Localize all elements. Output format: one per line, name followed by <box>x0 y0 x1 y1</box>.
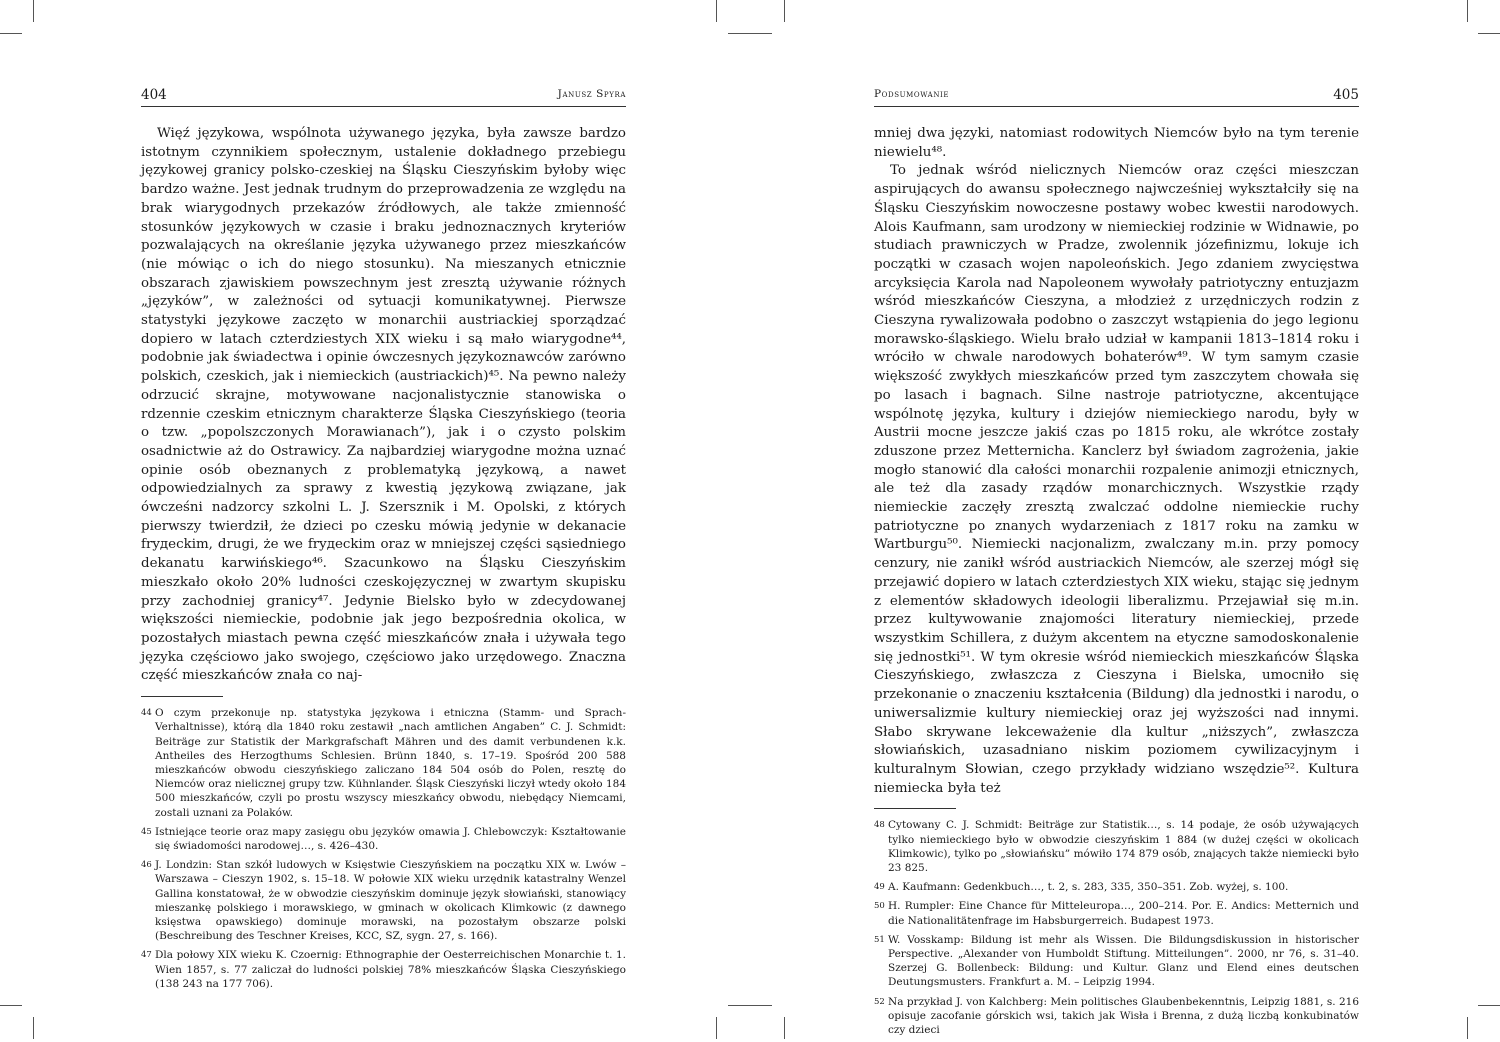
footnote <box>141 706 626 820</box>
footnote-number: 45 <box>141 826 152 837</box>
footnote <box>141 858 626 943</box>
footnote <box>874 818 1359 875</box>
footnote <box>874 995 1359 1038</box>
crop-mark <box>728 33 750 34</box>
running-header <box>141 86 626 107</box>
crop-mark <box>750 1005 772 1006</box>
footnote <box>874 899 1359 927</box>
crop-mark <box>33 0 34 22</box>
footnote <box>141 948 626 991</box>
footnote-text: Dla połowy XIX wieku K. Czoernig: Ethnographie der Oesterreichischen Monarchie t. 1. Wien 1857, s. 77 zaliczał do ludności polskiej 78% mieszkańców Śląska Cieszyńskiego (138 243 na 177 706). <box>155 949 626 990</box>
footnote-number: 50 <box>874 901 885 912</box>
paragraph-continuation: mniej dwa języki, natomiast rodowitych Niemców było na tym terenie niewielu⁴⁸. <box>874 126 1359 160</box>
crop-mark <box>1478 1005 1500 1006</box>
footnote <box>141 825 626 853</box>
footnote <box>874 933 1359 990</box>
footnote-number: 47 <box>141 950 152 961</box>
crop-mark <box>784 0 785 22</box>
footnote-number: 51 <box>874 934 885 945</box>
footnote-number: 46 <box>141 860 152 871</box>
crop-mark <box>1478 33 1500 34</box>
crop-mark <box>716 0 717 22</box>
footnote-text: H. Rumpler: Eine Chance für Mitteleuropa…, 200–214. Por. E. Andics: Metternich und die Nationalitätenfrage im Habsburgerreich. Budapest 1973. <box>888 900 1359 927</box>
footnote-number: 49 <box>874 882 885 893</box>
footnote <box>874 880 1359 894</box>
page-number: 405 <box>1333 87 1359 103</box>
footnote-separator <box>141 696 223 697</box>
footnote-separator <box>874 808 956 809</box>
footnote-text: Na przykład J. von Kalchberg: Mein politisches Glaubenbekenntnis, Leipzig 1881, s. 216 opisuje zacofanie górskich wsi, takich jak Wisła i Brenna, z dużą liczbą konkubinatów czy dzieci <box>888 995 1359 1036</box>
footnote-number: 44 <box>141 708 152 719</box>
left-page <box>141 86 626 996</box>
footnote-text: Istniejące teorie oraz mapy zasięgu obu języków omawia J. Chlebowczyk: Kształtowanie się świadomości narodowej…, s. 426–430. <box>155 825 626 852</box>
footnote-text: Cytowany C. J. Schmidt: Beiträge zur Statistik…, s. 14 podaje, że osób używających tylko niemieckiego było w obwodzie cieszyńskim 1 884 (w dużej części w okolicach Klimkowic), tylko po „słowiańsku” mówiło 174 879 osób, znających także niemiecki było 23 825. <box>888 819 1359 874</box>
crop-mark <box>0 33 22 34</box>
footnote-text: A. Kaufmann: Gedenkbuch…, t. 2, s. 283, 335, 350–351. Zob. wyżej, s. 100. <box>888 881 1289 894</box>
footnote-number: 52 <box>874 996 885 1007</box>
page-number: 404 <box>141 87 167 103</box>
paragraph: To jednak wśród nielicznych Niemców oraz części mieszczan aspirujących do awansu społecznego najwcześniej wykształciły się na Śląsku Cieszyńskim nowoczesne postawy wobec kwestii narodowych. Alois Kaufmann, sam urodzony w niemieckiej rodzinie w Widnawie, po studiach prawniczych w Pradze, zwolennik józefinizmu, lokuje ich początki w czasach wojen napoleońskich. Jego zdaniem zwycięstwa arcyksięcia Karola nad Napoleonem wywołały patriotyczny entuzjazm wśród mieszkańców Cieszyna, a młodzież z urzędniczych rodzin z Cieszyna rywalizowała podobno o zaszczyt wstąpienia do jego legionu morawsko-śląskiego. Wielu brało udział w kampanii 1813–1814 roku i wróciło w chwale narodowych bohaterów⁴⁹. W tym samym czasie większość zwykłych mieszkańców przed tym zaszczytem chowała się po lasach i bagnach. Silne nastroje patriotyczne, akcentujące wspólnotę języka, kultury i dziejów niemieckiego narodu, były w Austrii mocne jeszcze jakiś czas po 1815 roku, ale wkrótce zostały zduszone przez Metternicha. Kanclerz był świadom zagrożenia, jakie mogło stanowić dla całości monarchii rozpalenie animozji etnicznych, ale też dla zasady rządów monarchicznych. Wszystkie rządy niemieckie zaczęły zresztą zwalczać oddolne niemieckie ruchy patriotyczne po znanych wydarzeniach z 1817 roku na zamku w Wartburgu⁵⁰. Niemiecki nacjonalizm, zwalczany m.in. przy pomocy cenzury, nie zanikł wśród austriackich Niemców, ale szerzej mógł się przejawić dopiero w latach czterdziestych XIX wieku, stając się jednym z elementów składowych ideologii liberalizmu. Przejawiał się m.in. przez kultywowanie znajomości literatury niemieckiej, przede wszystkim Schillera, z dużym akcentem na etyczne samodoskonalenie się jednostki⁵¹. W tym okresie wśród niemieckich mieszkańców Śląska Cieszyńskiego, zwłaszcza z Cieszyna i Bielska, umocniło się przekonanie o znaczeniu kształcenia (Bildung) dla jednostki i narodu, o uniwersalizmie kultury niemieckiej oraz jej wyższości nad innymi. Słabo skrywane lekceważenie dla kultur „niższych”, zwłaszcza słowiańskich, uzasadniano niskim poziomem cywilizacyjnym i kulturalnym Słowian, czego przykłady widziano wszędzie⁵². Kultura niemiecka była też <box>874 163 1359 796</box>
footnote-text: W. Vosskamp: Bildung ist mehr als Wissen. Die Bildungsdiskussion in historischer Perspective. „Alexander von Humboldt Stiftung. Mitteilungen”. 2000, nr 76, s. 31–40. Szerzej G. Bollenbeck: Bildung: und Kultur. Glanz und Elend eines deutschen Deutungsmusters. Frankfurt a. M. – Leipzig 1994. <box>888 933 1359 989</box>
crop-mark <box>750 33 772 34</box>
right-page <box>874 86 1359 1042</box>
crop-mark <box>784 1017 785 1039</box>
running-head-author: Janusz Spyra <box>557 88 626 100</box>
footnote-number: 48 <box>874 820 885 831</box>
footnotes <box>874 818 1359 1037</box>
crop-mark <box>1467 0 1468 22</box>
crop-mark <box>0 1005 22 1006</box>
footnotes <box>141 706 626 991</box>
running-head-chapter: Podsumowanie <box>874 88 950 100</box>
crop-mark <box>728 1005 750 1006</box>
crop-mark <box>716 1017 717 1039</box>
footnote-text: J. Londzin: Stan szkół ludowych w Księstwie Cieszyńskiem na początku XIX w. Lwów – Warszawa – Cieszyn 1902, s. 15–18. W połowie XIX wieku urzędnik katastralny Wenzel Gallina konstatował, że w obwodzie cieszyńskim dominuje język słowiański, stanowiący mieszankę polskiego i morawskiego, w gminach w okolicach Klimkowic (z dawnego księstwa opawskiego) dominuje morawski, na pozostałym obszarze polski (Beschreibung des Teschner Kreises, KCC, SZ, sygn. 27, s. 166). <box>155 859 626 943</box>
footnote-text: O czym przekonuje np. statystyka językowa i etniczna (Stamm- und Sprach-Verhaltnisse), którą dla 1840 roku zestawił „nach amtlichen Angaben” C. J. Schmidt: Beiträge zur Statistik der Markgrafschaft Mähren und des damit verbundenen k.k. Antheiles des Herzogthums Schlesien. Brünn 1840, s. 17–19. Spośród 200 588 mieszkańców obwodu cieszyńskiego zaliczano 184 504 osób do Polen, resztę do Niemców oraz nielicznej grupy tzw. Kühnlander. Śląsk Cieszyński liczył wtedy około 184 500 mieszkańców, czyli po prostu wszyscy mieszkańcy obwodu, niebędący Niemcami, zostali uznani za Polaków. <box>155 707 626 819</box>
body-text <box>141 125 626 686</box>
body-text <box>874 125 1359 798</box>
crop-mark <box>33 1017 34 1039</box>
running-header <box>874 86 1359 107</box>
paragraph: Więź językowa, wspólnota używanego języka, była zawsze bardzo istotnym czynnikiem społecznym, ustalenie dokładnego przebiegu językowej granicy polsko-czeskiej na Śląsku Cieszyńskim byłoby więc bardzo ważne. Jest jednak trudnym do przeprowadzenia ze względu na brak wiarygodnych przekazów źródłowych, ale także zmienność stosunków językowych w czasie i braku jednoznacznych kryteriów pozwalających na określanie języka używanego przez mieszkańców (nie mówiąc o ich do niego stosunku). Na mieszanych etnicznie obszarach zjawiskiem powszechnym jest zresztą używanie różnych „języków”, w zależności od sytuacji komunikatywnej. Pierwsze statystyki językowe zaczęto w monarchii austriackiej sporządzać dopiero w latach czterdziestych XIX wieku i są mało wiarygodne⁴⁴, podobnie jak świadectwa i opinie ówczesnych językoznawców zarówno polskich, czeskich, jak i niemieckich (austriackich)⁴⁵. Na pewno należy odrzucić skrajne, motywowane nacjonalistycznie stanowiska o rdzennie czeskim etnicznym charakterze Śląska Cieszyńskiego (teoria o tzw. „popolszczonych Morawianach”), jak i o czysto polskim osadnictwie aż do Ostrawicy. Za najbardziej wiarygodne można uznać opinie osób obeznanych z problematyką językową, a nawet odpowiedzialnych za sprawy z kwestią językową związane, jak ówcześni nadzorcy szkolni L. J. Szersznik i M. Opolski, z których pierwszy twierdził, że dzieci po czesku mówią jedynie w dekanacie fryдeckim, drugi, że we fryдeckim oraz w mniejszej części sąsiedniego dekanatu karwińskiego⁴⁶. Szacunkowo na Śląsku Cieszyńskim mieszkało około 20% ludności czeskojęzycznej w zwartym skupisku przy zachodniej granicy⁴⁷. Jedynie Bielsko było w zdecydowanej większości niemieckie, podobnie jak jego bezpośrednia okolica, w pozostałych miastach pewna część mieszkańców znała i używała tego języka częściowo jako swojego, częściowo jako urzędowego. Znaczna część mieszkańców znała co naj- <box>141 126 626 684</box>
crop-mark <box>1467 1017 1468 1039</box>
